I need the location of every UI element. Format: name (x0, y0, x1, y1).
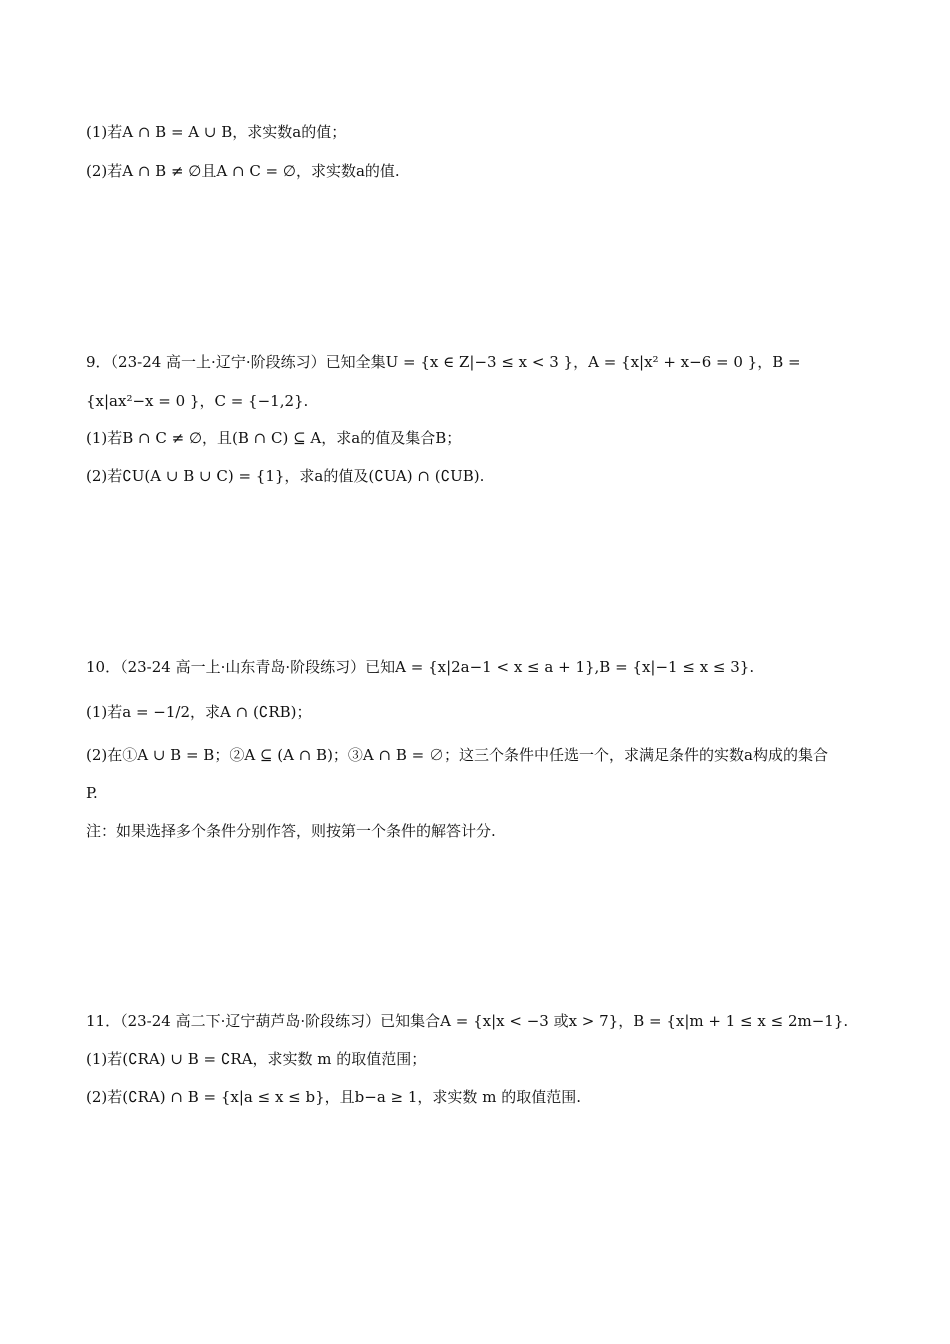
q10-part2-cont: P. (86, 784, 98, 802)
q10-part1: (1)若a = −1/2，求A ∩ (∁RB)； (86, 703, 312, 721)
q8-part2: (2)若A ∩ B ≠ ∅且A ∩ C = ∅，求实数a的值. (86, 162, 400, 180)
q11-part2: (2)若(∁RA) ∩ B = {x|a ≤ x ≤ b}，且b−a ≥ 1，求实数 m 的取值范围. (86, 1088, 581, 1106)
q9-part2: (2)若∁U(A ∪ B ∪ C) = {1}，求a的值及(∁UA) ∩ (∁UB). (86, 467, 485, 485)
q8-part1: (1)若A ∩ B = A ∪ B，求实数a的值； (86, 123, 347, 141)
q9-stem-line2: {x|ax²−x = 0 }，C = {−1,2}. (86, 392, 309, 410)
q10-stem: 10．（23-24 高一上·山东青岛·阶段练习）已知A = {x|2a−1 < x ≤ a + 1},B = {x|−1 ≤ x ≤ 3}. (86, 658, 755, 676)
q10-note: 注：如果选择多个条件分别作答，则按第一个条件的解答计分. (86, 822, 496, 840)
q11-part1: (1)若(∁RA) ∪ B = ∁RA，求实数 m 的取值范围； (86, 1050, 427, 1068)
q11-stem: 11．（23-24 高二下·辽宁葫芦岛·阶段练习）已知集合A = {x|x < −3 或x > 7}，B = {x|m + 1 ≤ x ≤ 2m−1}. (86, 1012, 849, 1030)
q10-part2: (2)在①A ∪ B = B；②A ⊆ (A ∩ B)；③A ∩ B = ∅；这三个条件中任选一个，求满足条件的实数a构成的集合 (86, 746, 828, 764)
q9-stem-line1: 9．（23-24 高一上·辽宁·阶段练习）已知全集U = {x ∈ Z|−3 ≤ x < 3 }，A = {x|x² + x−6 = 0 }，B = (86, 353, 801, 371)
q9-part1: (1)若B ∩ C ≠ ∅，且(B ∩ C) ⊆ A，求a的值及集合B； (86, 429, 462, 447)
